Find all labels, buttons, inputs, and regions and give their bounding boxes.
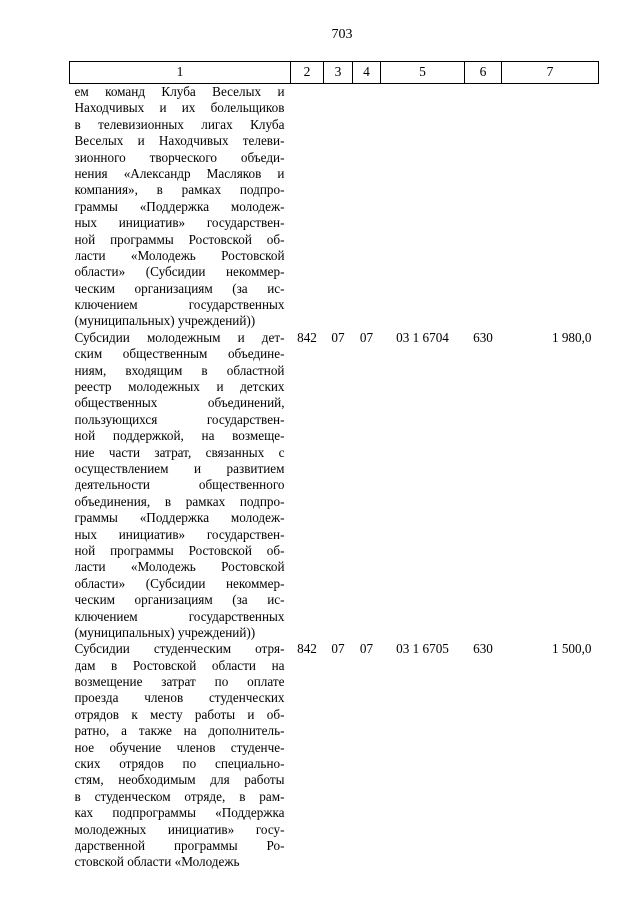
ministry-code-cell — [291, 84, 324, 330]
section-code-cell: 07 — [331, 329, 345, 345]
column-header: 5 — [381, 62, 465, 84]
description-line: осуществлением и развитием — [74, 460, 285, 476]
budget-table — [69, 61, 599, 871]
column-header: 4 — [353, 62, 381, 84]
ministry-code-cell: 842 — [297, 641, 317, 657]
description-line: граммы «Поддержка молодеж- — [74, 198, 285, 214]
expense-type-cell — [465, 84, 502, 330]
target-article-cell — [381, 84, 465, 330]
description-line: ной поддержкой, на возмеще- — [74, 428, 285, 444]
description-line: возмещение затрат по оплате — [74, 674, 285, 690]
description-line: ческим организациям (за ис- — [74, 280, 285, 296]
description-line: компания», в рамках подпро- — [74, 182, 285, 198]
expense-type-cell: 630 — [473, 329, 493, 345]
target-article-cell: 03 1 6704 — [396, 329, 449, 345]
ministry-code-cell: 842 — [297, 329, 317, 345]
description-line: стям, необходимым для работы — [74, 772, 285, 788]
description-line: в телевизионных лигах Клуба — [74, 116, 285, 132]
description-line: нения «Александр Масляков и — [74, 165, 285, 181]
description-line: проезда членов студенческих — [74, 690, 285, 706]
description-line: ной программы Ростовской об- — [74, 542, 285, 558]
table-row — [70, 84, 599, 330]
section-code-cell — [324, 84, 353, 330]
description-line: стовской области «Молодежь — [74, 854, 240, 870]
column-header: 3 — [324, 62, 353, 84]
description-line: ключением государственных — [74, 297, 285, 313]
row-description — [70, 641, 291, 870]
row-description — [70, 84, 291, 330]
description-line: ках подпрограммы «Поддержка — [74, 805, 285, 821]
description-line: ских отрядов по специально- — [74, 756, 285, 772]
description-line: ем команд Клуба Веселых и — [74, 84, 285, 99]
description-line: ласти «Молодежь Ростовской — [74, 559, 285, 575]
description-line: ческим организациям (за ис- — [74, 592, 285, 608]
column-header: 7 — [502, 62, 599, 84]
column-header: 1 — [70, 62, 291, 84]
description-line: в студенческом отряде, в рам- — [74, 788, 285, 804]
description-line: ние части затрат, связанных с — [74, 444, 285, 460]
section-code-cell: 07 — [331, 641, 345, 657]
table-header-row — [70, 62, 599, 84]
amount-cell: 1 500,0 — [551, 641, 592, 657]
amount-cell: 1 980,0 — [551, 329, 592, 345]
description-line: ных инициатив» государствен- — [74, 215, 285, 231]
description-line: ласти «Молодежь Ростовской — [74, 247, 285, 263]
subsection-code-cell: 07 — [359, 641, 374, 657]
description-line: области» (Субсидии некоммер- — [74, 575, 285, 591]
table-row — [70, 330, 599, 641]
description-line: ное обучение членов студенче- — [74, 739, 285, 755]
description-line: зионного творческого объеди- — [74, 149, 285, 165]
amount-cell — [502, 84, 599, 330]
description-line: ратно, а также на дополнитель- — [74, 723, 285, 739]
description-line: реестр молодежных и детских — [74, 379, 285, 395]
subsection-code-cell — [353, 84, 381, 330]
column-header: 2 — [291, 62, 324, 84]
description-line: молодежных инициатив» госу- — [74, 821, 285, 837]
description-line: деятельности общественного — [74, 477, 285, 493]
description-line: ключением государственных — [74, 608, 285, 624]
description-line: Субсидии студенческим отря- — [74, 641, 285, 657]
column-header: 6 — [465, 62, 502, 84]
description-line: отрядов к месту работы и об- — [74, 706, 285, 722]
subsection-code-cell: 07 — [359, 329, 374, 345]
table-row — [70, 641, 599, 870]
description-line: Веселых и Находчивых телеви- — [74, 133, 285, 149]
description-line: ной программы Ростовской об- — [74, 231, 285, 247]
description-line: ским общественным объедине- — [74, 346, 285, 362]
description-line: ных инициатив» государствен- — [74, 526, 285, 542]
expense-type-cell: 630 — [473, 641, 493, 657]
description-line: (муниципальных) учреждений)) — [74, 313, 256, 329]
description-line: области» (Субсидии некоммер- — [74, 264, 285, 280]
description-line: общественных объединений, — [74, 395, 285, 411]
description-line: дарственной программы Ро- — [74, 837, 285, 853]
description-line: Субсидии молодежным и дет- — [74, 329, 285, 345]
description-line: граммы «Поддержка молодеж- — [74, 510, 285, 526]
description-line: (муниципальных) учреждений)) — [74, 624, 256, 640]
description-line: пользующихся государствен- — [74, 411, 285, 427]
row-description — [70, 330, 291, 641]
description-line: объединения, в рамках подпро- — [74, 493, 285, 509]
description-line: ниям, входящим в областной — [74, 362, 285, 378]
description-line: Находчивых и их болельщиков — [74, 100, 285, 116]
page-number: 703 — [331, 27, 353, 42]
target-article-cell: 03 1 6705 — [396, 641, 449, 657]
description-line: дам в Ростовской области на — [74, 657, 285, 673]
